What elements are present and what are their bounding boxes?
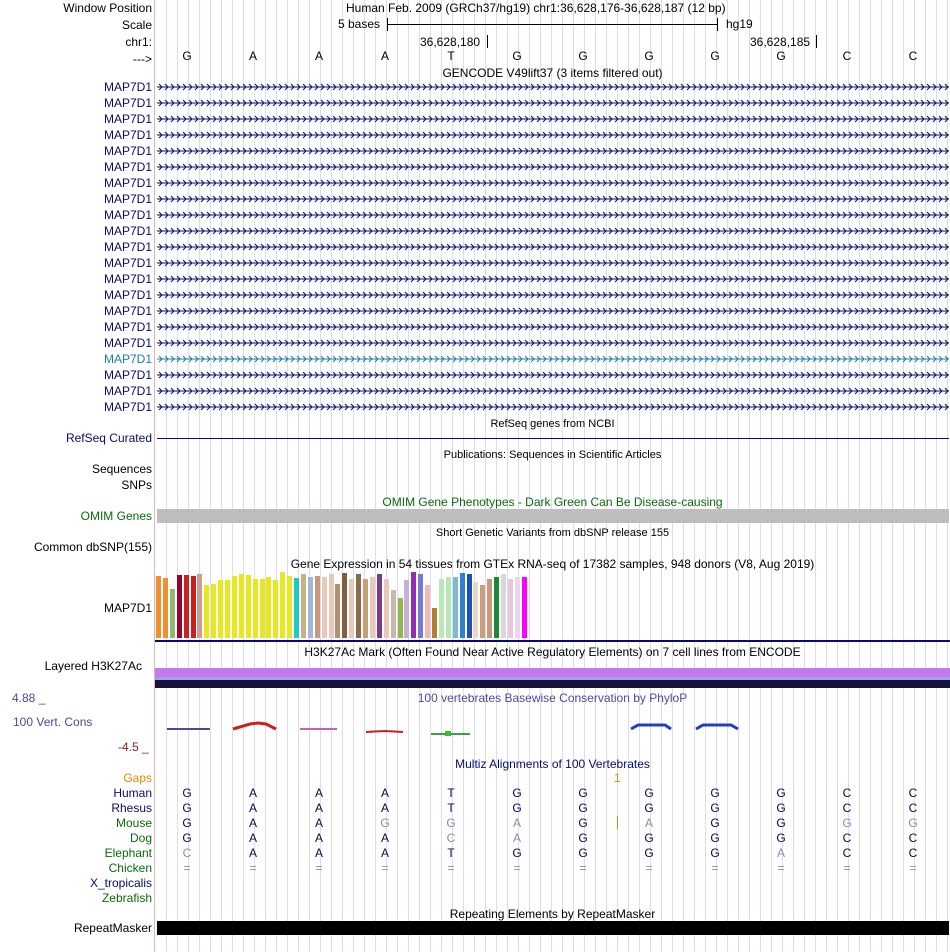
gtex-tissue-bar[interactable] — [487, 579, 492, 638]
alignment-base: A — [314, 816, 323, 830]
gtex-tissue-bar[interactable] — [197, 574, 202, 638]
gtex-tissue-bar[interactable] — [460, 573, 465, 638]
alignment-base: = — [579, 861, 587, 875]
conservation-bar-9 — [696, 725, 738, 729]
gtex-tissue-bar[interactable] — [211, 584, 216, 638]
gencode-gene-label[interactable]: MAP7D1 — [103, 368, 152, 382]
repeatmasker-feature-bar[interactable] — [157, 921, 949, 935]
gencode-transcript[interactable] — [157, 257, 949, 269]
conservation-bar-5-marker — [445, 731, 451, 736]
alignment-base: G — [578, 846, 588, 860]
gencode-gene-label[interactable]: MAP7D1 — [103, 80, 152, 94]
alignment-base: G — [182, 786, 192, 800]
alignment-base: = — [513, 861, 521, 875]
grid-line — [683, 0, 684, 952]
dbsnp-label[interactable]: Common dbSNP(155) — [33, 540, 152, 554]
gencode-transcript[interactable] — [157, 177, 949, 189]
gtex-tissue-bar[interactable] — [253, 579, 258, 638]
grid-line — [364, 0, 365, 952]
gencode-gene-label[interactable]: MAP7D1 — [103, 160, 152, 174]
grid-line — [529, 0, 530, 952]
gencode-gene-label[interactable]: MAP7D1 — [103, 224, 152, 238]
gencode-gene-label[interactable]: MAP7D1 — [103, 112, 152, 126]
species-label[interactable]: X_tropicalis — [89, 876, 152, 890]
grid-line — [419, 0, 420, 952]
alignment-base: = — [645, 861, 653, 875]
gtex-tissue-bar[interactable] — [218, 580, 223, 638]
grid-line — [221, 0, 222, 952]
gtex-tissue-bar[interactable] — [280, 572, 285, 638]
gencode-transcript[interactable] — [157, 353, 949, 365]
conservation-bar-4 — [366, 731, 403, 732]
alignment-base: = — [249, 861, 257, 875]
gencode-gene-label[interactable]: MAP7D1 — [103, 208, 152, 222]
gtex-tissue-bar[interactable] — [404, 580, 409, 638]
h3k27ac-track-title[interactable]: H3K27Ac Mark (Often Found Near Active Regulatory Elements) on 7 cell lines from ENCODE — [304, 645, 801, 659]
alignment-base: G — [380, 816, 390, 830]
grid-line — [881, 0, 882, 952]
gtex-tissue-bar[interactable] — [384, 579, 389, 638]
gtex-track-title[interactable]: Gene Expression in 54 tissues from GTEx RNA-seq of 17382 samples, 948 donors (V8, Aug 2019) — [290, 557, 815, 571]
gtex-tissue-bar[interactable] — [411, 572, 416, 638]
gtex-tissue-bar[interactable] — [308, 577, 313, 638]
grid-line — [925, 0, 926, 952]
grid-line — [738, 0, 739, 952]
alignment-base: A — [380, 786, 389, 800]
gtex-tissue-bar[interactable] — [273, 580, 278, 638]
grid-line — [760, 0, 761, 952]
gencode-transcript[interactable] — [157, 241, 949, 253]
gtex-tissue-bar[interactable] — [294, 578, 299, 638]
refseq-label[interactable]: RefSeq Curated — [65, 431, 152, 445]
omim-track-title[interactable]: OMIM Gene Phenotypes - Dark Green Can Be Disease-causing — [382, 495, 723, 509]
alignment-base: A — [644, 816, 653, 830]
alignment-base: G — [512, 801, 522, 815]
gencode-gene-label[interactable]: MAP7D1 — [103, 320, 152, 334]
grid-line — [463, 0, 464, 952]
h3k27ac-layer-purple — [155, 668, 950, 677]
alignment-base: C — [842, 846, 852, 860]
alignment-base: T — [447, 846, 455, 860]
gencode-track-title[interactable]: GENCODE V49lift37 (3 items filtered out) — [442, 66, 663, 80]
reference-base: A — [314, 49, 323, 63]
gtex-tissue-bar[interactable] — [508, 579, 513, 638]
alignment-base: A — [248, 801, 257, 815]
gencode-transcript[interactable] — [157, 401, 949, 413]
alignment-base: G — [908, 816, 918, 830]
alignment-base: C — [842, 786, 852, 800]
grid-line — [595, 0, 596, 952]
species-label[interactable]: Human — [113, 786, 152, 800]
gtex-label[interactable]: MAP7D1 — [103, 601, 152, 615]
alignment-base: G — [710, 846, 720, 860]
gtex-tissue-bar[interactable] — [432, 608, 437, 638]
species-label[interactable]: Dog — [129, 831, 152, 845]
alignment-base: = — [777, 861, 785, 875]
alignment-base: G — [578, 786, 588, 800]
alignment-base: G — [578, 816, 588, 830]
reference-base: G — [644, 49, 654, 63]
publications-snps-label[interactable]: SNPs — [121, 478, 152, 492]
alignment-base: G — [182, 816, 192, 830]
mouse-gap-marker — [617, 816, 618, 829]
omim-label[interactable]: OMIM Genes — [80, 509, 152, 523]
grid-line — [815, 0, 816, 952]
grid-line — [342, 0, 343, 952]
alignment-base: C — [182, 846, 192, 860]
grid-line — [628, 0, 629, 952]
grid-line — [793, 0, 794, 952]
gtex-tissue-bar[interactable] — [501, 574, 506, 638]
gencode-gene-label[interactable]: MAP7D1 — [103, 384, 152, 398]
grid-line — [540, 0, 541, 952]
alignment-base: A — [314, 831, 323, 845]
reference-base: A — [248, 49, 257, 63]
alignment-base: A — [248, 846, 257, 860]
conservation-label[interactable]: 100 Vert. Cons — [13, 715, 93, 729]
scale-bar-left-tick — [387, 18, 388, 31]
alignment-base: G — [776, 786, 786, 800]
grid-line — [287, 0, 288, 952]
repeatmasker-track-title[interactable]: Repeating Elements by RepeatMasker — [449, 907, 656, 921]
reference-base: C — [908, 49, 918, 63]
species-label[interactable]: Elephant — [104, 846, 152, 860]
omim-feature-bar[interactable] — [157, 509, 949, 523]
gtex-tissue-bar[interactable] — [522, 577, 527, 638]
gtex-tissue-bar[interactable] — [377, 574, 382, 638]
reference-base: T — [447, 49, 455, 63]
alignment-base: G — [644, 846, 654, 860]
alignment-base: G — [182, 831, 192, 845]
alignment-base: G — [710, 816, 720, 830]
grid-line — [397, 0, 398, 952]
gencode-gene-label[interactable]: MAP7D1 — [103, 240, 152, 254]
alignment-base: G — [776, 801, 786, 815]
refseq-gene-line[interactable] — [157, 438, 949, 439]
gtex-tissue-bar[interactable] — [370, 577, 375, 638]
gtex-tissue-bar[interactable] — [163, 578, 168, 638]
gtex-tissue-bar[interactable] — [363, 579, 368, 638]
gtex-tissue-bar[interactable] — [170, 589, 175, 638]
gencode-gene-label[interactable]: MAP7D1 — [103, 128, 152, 142]
conservation-signal[interactable] — [155, 715, 950, 745]
grid-line — [353, 0, 354, 952]
grid-line — [485, 0, 486, 952]
gtex-tissue-bar[interactable] — [425, 585, 430, 638]
alignment-base: C — [908, 786, 918, 800]
alignment-base: G — [710, 801, 720, 815]
alignment-base: C — [842, 801, 852, 815]
conservation-bar-2 — [233, 723, 276, 729]
grid-line — [562, 0, 563, 952]
grid-line — [298, 0, 299, 952]
gencode-transcript[interactable] — [157, 161, 949, 173]
species-label[interactable]: Zebrafish — [101, 891, 152, 905]
gencode-transcript[interactable] — [157, 289, 949, 301]
gencode-transcript[interactable] — [157, 225, 949, 237]
alignment-base: G — [578, 801, 588, 815]
scale-text: 5 bases — [338, 17, 381, 31]
window-position-value[interactable]: Human Feb. 2009 (GRCh37/hg19) chr1:36,628,176-36,628,187 (12 bp) — [346, 1, 726, 15]
grid-line — [859, 0, 860, 952]
alignment-base: C — [908, 846, 918, 860]
alignment-base: A — [380, 846, 389, 860]
alignment-base: = — [843, 861, 851, 875]
scale-label: Scale — [121, 18, 152, 32]
alignment-base: C — [446, 831, 456, 845]
gencode-gene-label[interactable]: MAP7D1 — [103, 352, 152, 366]
repeatmasker-label[interactable]: RepeatMasker — [73, 921, 152, 935]
gtex-tissue-bar[interactable] — [349, 579, 354, 638]
alignment-base: A — [380, 801, 389, 815]
grid-line — [430, 0, 431, 952]
species-label[interactable]: Chicken — [108, 861, 152, 875]
position-tick-label-2: 36,628,185 — [750, 35, 811, 49]
gtex-tissue-bar[interactable] — [204, 585, 209, 638]
alignment-base: G — [644, 831, 654, 845]
alignment-base: G — [512, 846, 522, 860]
alignment-base: G — [512, 786, 522, 800]
reference-base: G — [512, 49, 522, 63]
alignment-base: G — [776, 831, 786, 845]
gencode-transcript[interactable] — [157, 273, 949, 285]
alignment-base: G — [842, 816, 852, 830]
h3k27ac-signal[interactable] — [155, 668, 950, 688]
conservation-min-label: -4.5 _ — [118, 740, 149, 754]
h3k27ac-layer-dark — [155, 680, 950, 688]
alignment-base: G — [182, 801, 192, 815]
gtex-tissue-bar[interactable] — [446, 577, 451, 638]
grid-line — [551, 0, 552, 952]
grid-line — [936, 0, 937, 952]
base-position-grid — [155, 0, 950, 952]
gtex-tissue-bar[interactable] — [480, 585, 485, 638]
conservation-bar-8 — [631, 725, 671, 729]
gencode-transcript[interactable] — [157, 145, 949, 157]
gencode-transcript[interactable] — [157, 81, 949, 93]
gencode-transcript[interactable] — [157, 193, 949, 205]
strand-label: ---> — [133, 52, 152, 66]
alignment-base: G — [446, 816, 456, 830]
alignment-base: G — [776, 816, 786, 830]
alignment-base: A — [512, 816, 521, 830]
gencode-transcript[interactable] — [157, 305, 949, 317]
gencode-transcript[interactable] — [157, 97, 949, 109]
grid-line — [166, 0, 167, 952]
gencode-gene-label[interactable]: MAP7D1 — [103, 400, 152, 414]
gtex-tissue-bar[interactable] — [418, 574, 423, 638]
gtex-tissue-bar[interactable] — [266, 577, 271, 638]
gtex-tissue-bar[interactable] — [398, 598, 403, 638]
gencode-transcript[interactable] — [157, 129, 949, 141]
gencode-gene-label[interactable]: MAP7D1 — [103, 288, 152, 302]
grid-line — [265, 0, 266, 952]
gencode-transcript[interactable] — [157, 209, 949, 221]
reference-base: G — [776, 49, 786, 63]
gtex-tissue-bar[interactable] — [453, 577, 458, 638]
grid-line — [749, 0, 750, 952]
alignment-base: G — [710, 831, 720, 845]
grid-line — [694, 0, 695, 952]
alignment-base: = — [447, 861, 455, 875]
gtex-tissue-bar[interactable] — [329, 574, 334, 638]
grid-line — [661, 0, 662, 952]
gtex-tissue-bar[interactable] — [494, 577, 499, 638]
gencode-gene-label[interactable]: MAP7D1 — [103, 144, 152, 158]
reference-base: A — [380, 49, 389, 63]
label-divider — [154, 0, 155, 952]
alignment-base: A — [512, 831, 521, 845]
publications-sequences-label[interactable]: Sequences — [91, 462, 152, 476]
grid-line — [606, 0, 607, 952]
gtex-tissue-bar[interactable] — [356, 574, 361, 638]
alignment-base: A — [248, 786, 257, 800]
grid-line — [617, 0, 618, 952]
grid-line — [232, 0, 233, 952]
alignment-base: C — [908, 831, 918, 845]
gencode-transcript[interactable] — [157, 113, 949, 125]
alignment-base: = — [381, 861, 389, 875]
gtex-tissue-bar[interactable] — [473, 582, 478, 638]
reference-base: G — [578, 49, 588, 63]
gencode-gene-label[interactable]: MAP7D1 — [103, 272, 152, 286]
reference-base: C — [842, 49, 852, 63]
alignment-base: T — [447, 801, 455, 815]
grid-line — [199, 0, 200, 952]
alignment-base: A — [776, 846, 785, 860]
scale-bar — [387, 24, 717, 25]
grid-line — [474, 0, 475, 952]
grid-line — [496, 0, 497, 952]
alignment-base: = — [183, 861, 191, 875]
gtex-tissue-bar[interactable] — [335, 584, 340, 638]
reference-base: G — [710, 49, 720, 63]
alignment-base: A — [248, 831, 257, 845]
alignment-base: T — [447, 786, 455, 800]
alignment-base: A — [380, 831, 389, 845]
gtex-tissue-bar[interactable] — [515, 577, 520, 638]
gencode-gene-label[interactable]: MAP7D1 — [103, 192, 152, 206]
multiz-track-title[interactable]: Multiz Alignments of 100 Vertebrates — [455, 757, 650, 771]
grid-line — [947, 0, 948, 952]
gencode-gene-label[interactable]: MAP7D1 — [103, 96, 152, 110]
grid-line — [826, 0, 827, 952]
gtex-tissue-bar[interactable] — [322, 577, 327, 638]
alignment-base: G — [644, 786, 654, 800]
gencode-transcript[interactable] — [157, 385, 949, 397]
conservation-track-title[interactable]: 100 vertebrates Basewise Conservation by PhyloP — [417, 691, 688, 705]
grid-line — [408, 0, 409, 952]
h3k27ac-label[interactable]: Layered H3K27Ac — [44, 659, 142, 673]
alignment-base: A — [314, 846, 323, 860]
grid-line — [331, 0, 332, 952]
alignment-base: A — [314, 801, 323, 815]
refseq-track-title[interactable]: RefSeq genes from NCBI — [490, 418, 615, 430]
gtex-tissue-bar[interactable] — [232, 576, 237, 638]
grid-line — [892, 0, 893, 952]
grid-line — [210, 0, 211, 952]
alignment-base: = — [909, 861, 917, 875]
gtex-tissue-bar[interactable] — [156, 576, 161, 638]
publications-track-title[interactable]: Publications: Sequences in Scientific Articles — [443, 449, 662, 461]
gencode-transcript[interactable] — [157, 369, 949, 381]
grid-line — [672, 0, 673, 952]
gtex-tissue-bar[interactable] — [439, 579, 444, 638]
position-tick-2 — [816, 35, 817, 48]
alignment-base: = — [315, 861, 323, 875]
position-tick-label-1: 36,628,180 — [420, 35, 481, 49]
gtex-expression-chart[interactable] — [156, 572, 556, 638]
alignment-base: = — [711, 861, 719, 875]
species-label[interactable]: Rhesus — [111, 801, 152, 815]
gencode-gene-label[interactable]: MAP7D1 — [103, 176, 152, 190]
gtex-tissue-bar[interactable] — [225, 580, 230, 638]
gtex-tissue-bar[interactable] — [246, 575, 251, 638]
alignment-base: G — [578, 831, 588, 845]
gtex-tissue-bar[interactable] — [191, 576, 196, 638]
alignment-base: G — [710, 786, 720, 800]
grid-line — [727, 0, 728, 952]
scale-assembly: hg19 — [726, 17, 753, 31]
gtex-tissue-bar[interactable] — [239, 574, 244, 638]
reference-base: G — [182, 49, 192, 63]
gtex-tissue-bar[interactable] — [391, 590, 396, 638]
alignment-base: G — [644, 801, 654, 815]
position-tick-1 — [487, 35, 488, 48]
gtex-tissue-bar[interactable] — [260, 579, 265, 638]
alignment-base: A — [314, 786, 323, 800]
gencode-transcript[interactable] — [157, 321, 949, 333]
gtex-tissue-bar[interactable] — [287, 576, 292, 638]
gtex-tissue-bar[interactable] — [184, 575, 189, 638]
gtex-tissue-bar[interactable] — [342, 573, 347, 638]
window-position-label: Window Position — [63, 1, 152, 15]
scale-bar-right-tick — [717, 18, 718, 31]
alignment-base: C — [842, 831, 852, 845]
chrom-label: chr1: — [125, 35, 152, 49]
gtex-baseline — [155, 640, 950, 642]
gencode-gene-label[interactable]: MAP7D1 — [103, 304, 152, 318]
conservation-max-label: 4.88 _ — [12, 691, 46, 705]
gencode-transcript[interactable] — [157, 337, 949, 349]
gaps-label: Gaps — [123, 771, 152, 785]
gtex-tissue-bar[interactable] — [315, 576, 320, 638]
gtex-tissue-bar[interactable] — [177, 575, 182, 638]
species-label[interactable]: Mouse — [115, 816, 152, 830]
dbsnp-track-title[interactable]: Short Genetic Variants from dbSNP release 155 — [435, 527, 670, 539]
grid-line — [870, 0, 871, 952]
alignment-base: A — [248, 816, 257, 830]
alignment-base: C — [908, 801, 918, 815]
gtex-tissue-bar[interactable] — [301, 574, 306, 638]
gtex-tissue-bar[interactable] — [467, 574, 472, 638]
gencode-gene-label[interactable]: MAP7D1 — [103, 336, 152, 350]
gencode-gene-label[interactable]: MAP7D1 — [103, 256, 152, 270]
grid-line — [276, 0, 277, 952]
grid-line — [804, 0, 805, 952]
gap-count-marker: 1 — [614, 771, 621, 785]
